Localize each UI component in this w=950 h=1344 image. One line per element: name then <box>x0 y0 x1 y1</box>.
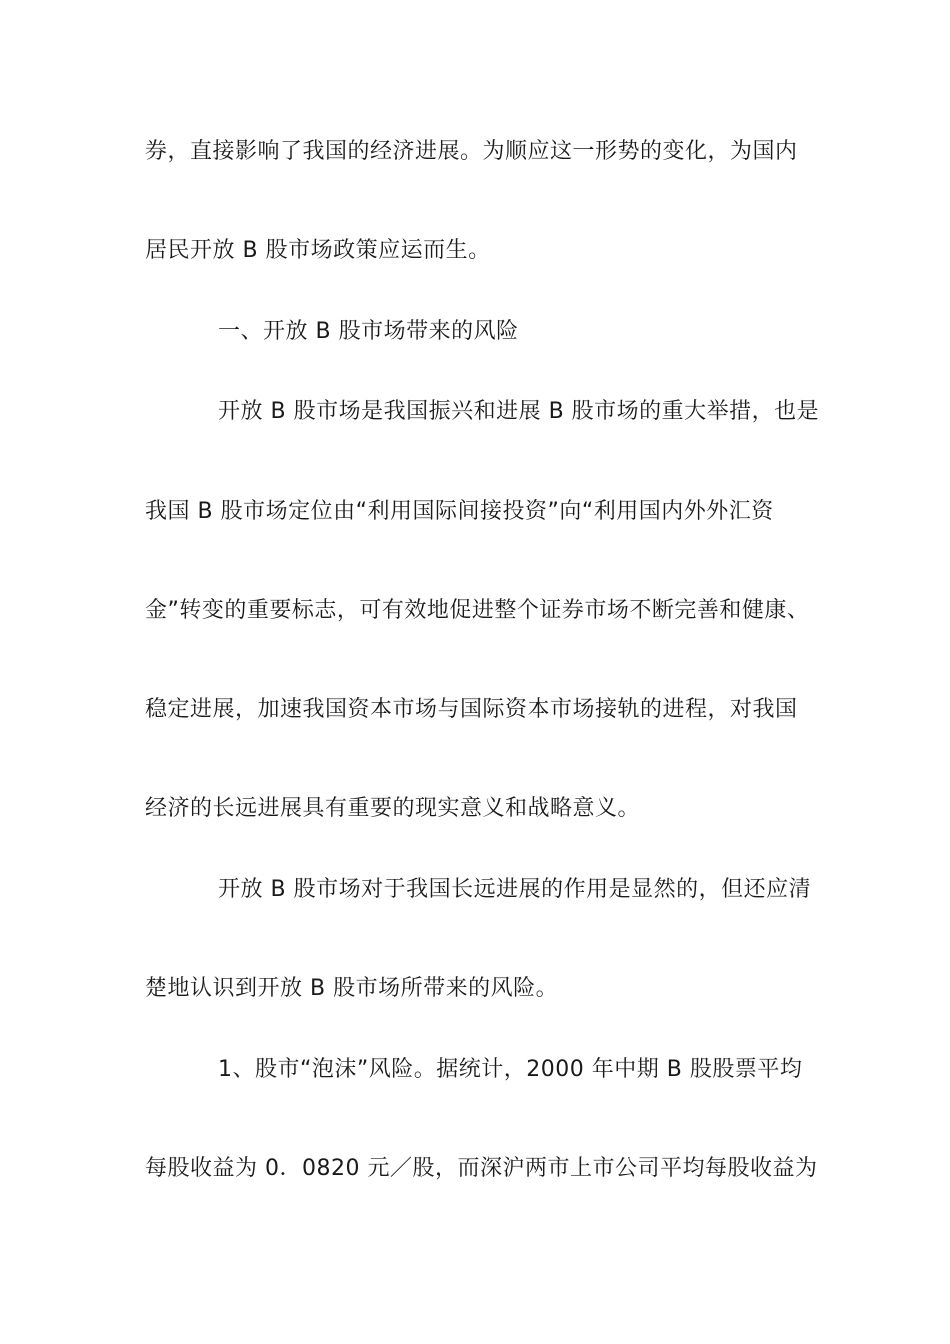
paragraph-line: 经济的长远进展具有重要的现实意义和战略意义。 <box>145 796 641 821</box>
numbered-point: 1、股市“泡沫”风险。据统计，2000 年中期 B 股股票平均 <box>218 1057 803 1082</box>
paragraph-line: 我国 B 股市场定位由“利用国际间接投资”向“利用国内外外汇资 <box>145 499 774 524</box>
paragraph-line: 居民开放 B 股市场政策应运而生。 <box>145 238 491 263</box>
paragraph-line: 券，直接影响了我国的经济进展。为顺应这一形势的变化，为国内 <box>145 139 798 164</box>
paragraph-line: 金”转变的重要标志，可有效地促进整个证券市场不断完善和健康、 <box>145 598 810 623</box>
paragraph-line: 开放 B 股市场是我国振兴和进展 B 股市场的重大举措，也是 <box>218 399 820 424</box>
paragraph-line: 稳定进展，加速我国资本市场与国际资本市场接轨的进程，对我国 <box>145 697 798 722</box>
paragraph-line: 楚地认识到开放 B 股市场所带来的风险。 <box>145 976 559 1001</box>
paragraph-line: 开放 B 股市场对于我国长远进展的作用是显然的，但还应清 <box>218 877 812 902</box>
section-heading: 一、开放 B 股市场带来的风险 <box>218 319 519 344</box>
paragraph-line: 每股收益为 0．0820 元／股，而深沪两市上市公司平均每股收益为 <box>145 1156 818 1181</box>
